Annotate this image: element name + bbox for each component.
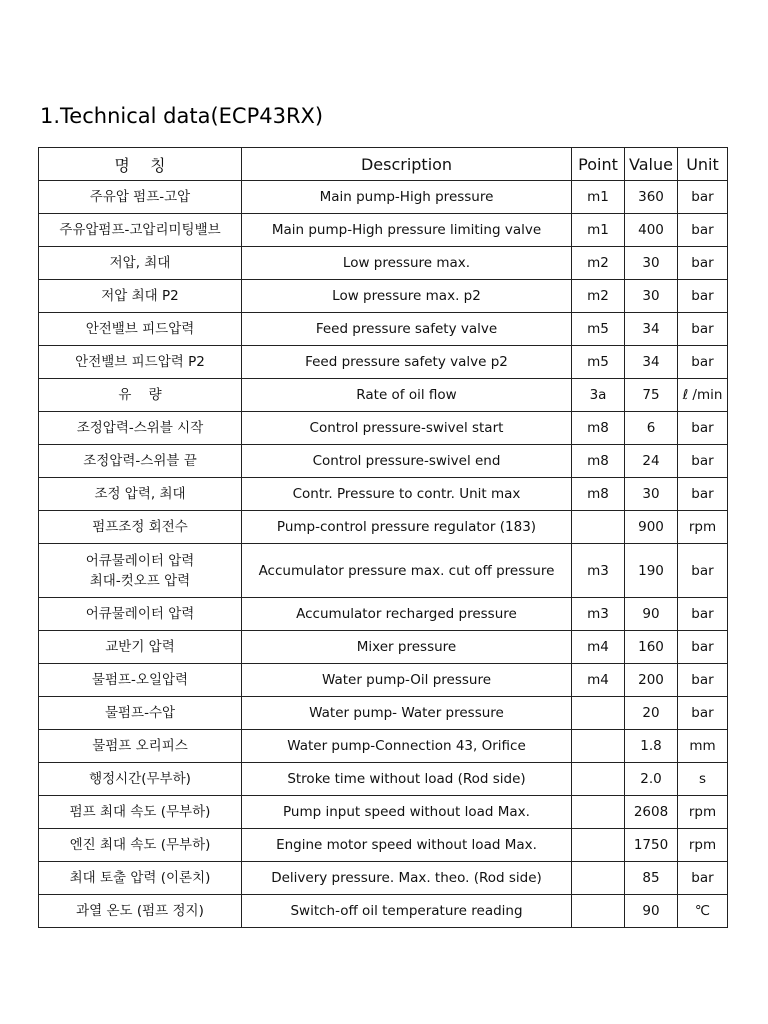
cell-point: m4 (572, 631, 625, 664)
table-row (39, 631, 728, 664)
cell-value: 75 (625, 379, 678, 412)
table-row (39, 862, 728, 895)
cell-unit: rpm (678, 511, 728, 544)
cell-name-kr-line: 최대 토출 압력 (이론치) (69, 870, 211, 886)
table-row (39, 544, 728, 598)
cell-unit: bar (678, 412, 728, 445)
cell-value: 900 (625, 511, 678, 544)
cell-point: m8 (572, 445, 625, 478)
cell-point: m3 (572, 598, 625, 631)
cell-description: Main pump-High pressure (242, 181, 572, 214)
cell-point (572, 730, 625, 763)
header-description: Description (242, 148, 572, 181)
header-point: Point (572, 148, 625, 181)
cell-description: Water pump- Water pressure (242, 697, 572, 730)
cell-description: Switch-off oil temperature reading (242, 895, 572, 928)
cell-name-kr-line: 과열 온도 (펌프 정지) (76, 903, 204, 919)
cell-name-kr (39, 829, 242, 862)
cell-value: 85 (625, 862, 678, 895)
cell-name-kr (39, 862, 242, 895)
cell-name-kr (39, 478, 242, 511)
cell-name-kr-line: 주유압 펌프-고압 (89, 189, 191, 205)
table-row (39, 313, 728, 346)
cell-value: 1.8 (625, 730, 678, 763)
cell-point: m8 (572, 412, 625, 445)
cell-point (572, 796, 625, 829)
cell-unit: bar (678, 280, 728, 313)
header-value: Value (625, 148, 678, 181)
table-row (39, 445, 728, 478)
cell-name-kr (39, 631, 242, 664)
cell-unit: bar (678, 697, 728, 730)
table-row (39, 346, 728, 379)
cell-point: m2 (572, 280, 625, 313)
cell-name-kr-line: 안전밸브 피드압력 P2 (75, 354, 205, 370)
cell-name-kr (39, 445, 242, 478)
table-row (39, 214, 728, 247)
cell-point (572, 511, 625, 544)
table-row (39, 763, 728, 796)
cell-point: m4 (572, 664, 625, 697)
table-row (39, 829, 728, 862)
cell-description: Rate of oil flow (242, 379, 572, 412)
cell-unit: bar (678, 631, 728, 664)
cell-name-kr (39, 895, 242, 928)
cell-description: Feed pressure safety valve p2 (242, 346, 572, 379)
cell-name-kr (39, 664, 242, 697)
cell-description: Water pump-Oil pressure (242, 664, 572, 697)
cell-unit: ℓ /min (678, 379, 728, 412)
cell-name-kr (39, 313, 242, 346)
cell-name-kr-line: 저압 최대 P2 (101, 288, 179, 304)
cell-unit: bar (678, 544, 728, 598)
page-title: 1.Technical data(ECP43RX) (40, 104, 324, 128)
cell-name-kr-line: 교반기 압력 (105, 639, 175, 655)
cell-name-kr-line: 조정압력-스위블 시작 (76, 420, 204, 436)
table-row (39, 379, 728, 412)
cell-point: m5 (572, 313, 625, 346)
cell-name-kr-line: 엔진 최대 속도 (무부하) (69, 837, 211, 853)
cell-value: 2608 (625, 796, 678, 829)
cell-description: Low pressure max. p2 (242, 280, 572, 313)
cell-unit: bar (678, 346, 728, 379)
cell-name-kr-line: 어큐물레이터 압력 (85, 606, 195, 622)
cell-point: m5 (572, 346, 625, 379)
table-row (39, 796, 728, 829)
table-row (39, 181, 728, 214)
cell-name-kr (39, 796, 242, 829)
cell-name-kr (39, 412, 242, 445)
cell-name-kr (39, 214, 242, 247)
cell-unit: rpm (678, 796, 728, 829)
cell-description: Mixer pressure (242, 631, 572, 664)
table-row (39, 895, 728, 928)
table-row (39, 697, 728, 730)
cell-value: 30 (625, 247, 678, 280)
cell-name-kr-line: 물펌프 오리피스 (92, 738, 188, 754)
table-row (39, 247, 728, 280)
table-row (39, 280, 728, 313)
cell-point: m8 (572, 478, 625, 511)
cell-name-kr (39, 763, 242, 796)
cell-description: Engine motor speed without load Max. (242, 829, 572, 862)
cell-name-kr-line: 유 량 (118, 387, 162, 403)
cell-description: Pump-control pressure regulator (183) (242, 511, 572, 544)
cell-name-kr-line: 펌프 최대 속도 (무부하) (69, 804, 211, 820)
cell-point: 3a (572, 379, 625, 412)
cell-name-kr-line: 행정시간(무부하) (89, 771, 191, 787)
cell-point: m2 (572, 247, 625, 280)
cell-unit: rpm (678, 829, 728, 862)
header-unit: Unit (678, 148, 728, 181)
cell-value: 6 (625, 412, 678, 445)
cell-name-kr-line: 어큐물레이터 압력 (85, 552, 195, 569)
cell-name-kr-line: 조정압력-스위블 끝 (83, 453, 197, 469)
cell-unit: bar (678, 478, 728, 511)
cell-description: Accumulator pressure max. cut off pressure (242, 544, 572, 598)
table-row (39, 664, 728, 697)
cell-description: Accumulator recharged pressure (242, 598, 572, 631)
cell-point: m1 (572, 181, 625, 214)
cell-value: 160 (625, 631, 678, 664)
cell-point (572, 829, 625, 862)
table-row (39, 478, 728, 511)
cell-point: m1 (572, 214, 625, 247)
cell-name-kr-line: 물펌프-수압 (104, 705, 176, 721)
cell-name-kr-line: 물펌프-오일압력 (91, 672, 189, 688)
cell-value: 90 (625, 895, 678, 928)
cell-description: Control pressure-swivel start (242, 412, 572, 445)
cell-value: 190 (625, 544, 678, 598)
cell-unit: ℃ (678, 895, 728, 928)
cell-description: Feed pressure safety valve (242, 313, 572, 346)
cell-description: Delivery pressure. Max. theo. (Rod side) (242, 862, 572, 895)
cell-value: 34 (625, 346, 678, 379)
cell-point: m3 (572, 544, 625, 598)
cell-name-kr-line: 조정 압력, 최대 (94, 486, 186, 502)
cell-unit: bar (678, 445, 728, 478)
cell-name-kr (39, 346, 242, 379)
cell-value: 90 (625, 598, 678, 631)
cell-name-kr-line: 안전밸브 피드압력 (85, 321, 195, 337)
cell-unit: bar (678, 214, 728, 247)
cell-unit: bar (678, 313, 728, 346)
cell-value: 20 (625, 697, 678, 730)
cell-point (572, 895, 625, 928)
cell-value: 1750 (625, 829, 678, 862)
cell-unit: mm (678, 730, 728, 763)
cell-unit: bar (678, 664, 728, 697)
cell-name-kr (39, 598, 242, 631)
cell-unit: bar (678, 181, 728, 214)
cell-description: Main pump-High pressure limiting valve (242, 214, 572, 247)
table-row (39, 730, 728, 763)
cell-value: 200 (625, 664, 678, 697)
table-row (39, 412, 728, 445)
cell-description: Water pump-Connection 43, Orifice (242, 730, 572, 763)
cell-value: 360 (625, 181, 678, 214)
cell-value: 2.0 (625, 763, 678, 796)
cell-name-kr-line: 주유압펌프-고압리미팅밸브 (59, 222, 221, 238)
cell-name-kr (39, 181, 242, 214)
cell-name-kr (39, 697, 242, 730)
cell-name-kr-line: 저압, 최대 (109, 255, 171, 271)
table-header-row (39, 148, 728, 181)
cell-name-kr (39, 280, 242, 313)
cell-unit: bar (678, 247, 728, 280)
cell-description: Stroke time without load (Rod side) (242, 763, 572, 796)
cell-unit: bar (678, 598, 728, 631)
cell-point (572, 697, 625, 730)
cell-description: Contr. Pressure to contr. Unit max (242, 478, 572, 511)
cell-name-kr (39, 511, 242, 544)
cell-name-kr (39, 544, 242, 598)
cell-name-kr (39, 379, 242, 412)
cell-value: 24 (625, 445, 678, 478)
cell-name-kr-line: 펌프조정 회전수 (92, 519, 188, 535)
cell-value: 30 (625, 280, 678, 313)
cell-name-kr (39, 730, 242, 763)
cell-description: Control pressure-swivel end (242, 445, 572, 478)
technical-data-table (38, 147, 728, 928)
cell-description: Low pressure max. (242, 247, 572, 280)
cell-name-kr-line: 최대-컷오프 압력 (89, 572, 191, 589)
cell-point (572, 763, 625, 796)
cell-name-kr (39, 247, 242, 280)
cell-point (572, 862, 625, 895)
cell-unit: s (678, 763, 728, 796)
cell-value: 400 (625, 214, 678, 247)
table-row (39, 511, 728, 544)
cell-value: 34 (625, 313, 678, 346)
cell-unit: bar (678, 862, 728, 895)
table-row (39, 598, 728, 631)
header-name-kr: 명 칭 (39, 148, 242, 181)
cell-description: Pump input speed without load Max. (242, 796, 572, 829)
cell-value: 30 (625, 478, 678, 511)
